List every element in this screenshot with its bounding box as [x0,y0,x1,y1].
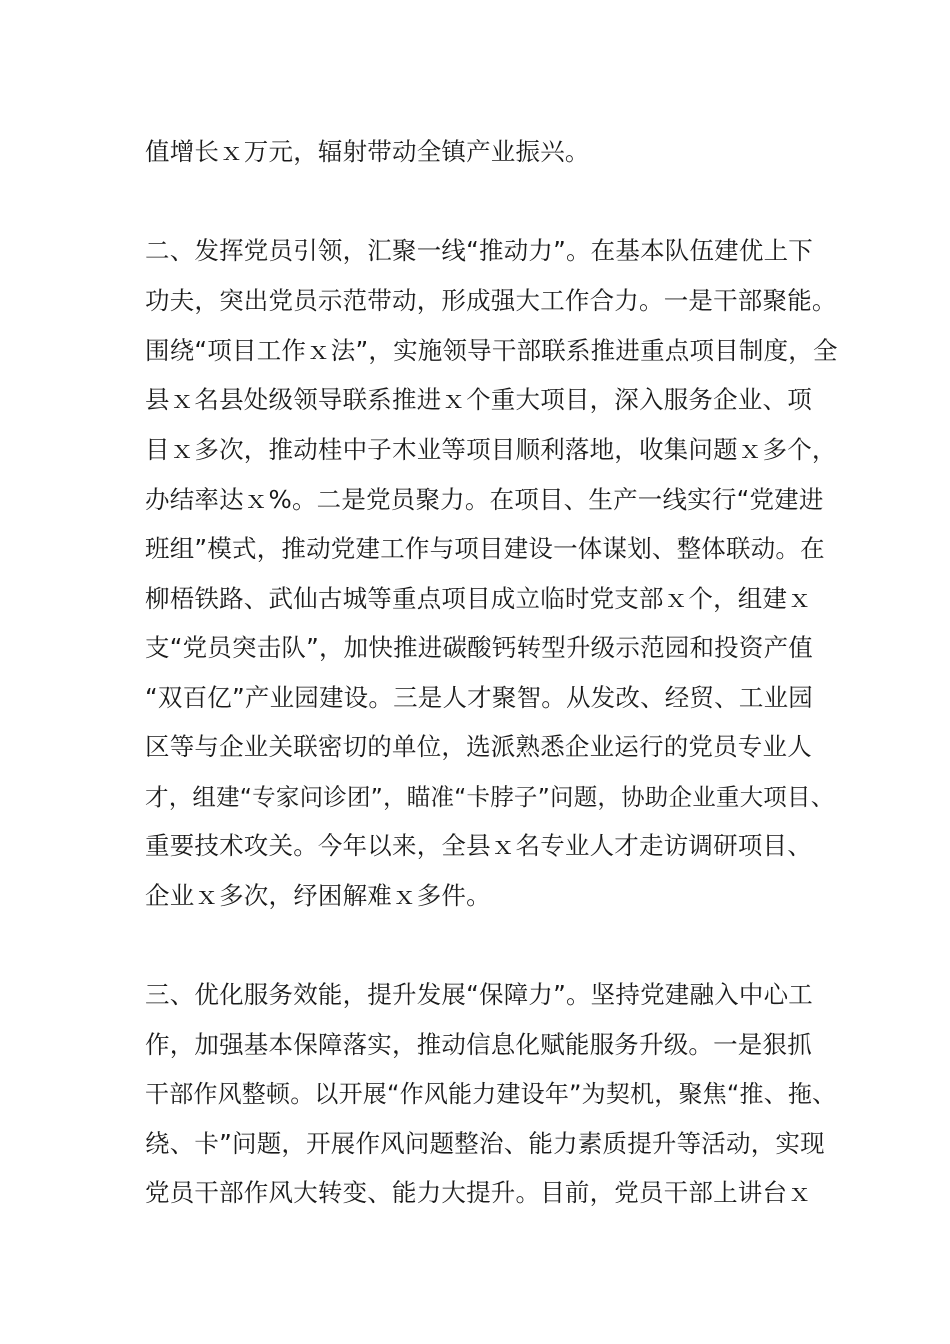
text-line: 二、发挥党员引领，汇聚一线“推动力”。在基本队伍建优上下 [145,236,813,265]
text-line: 功夫，突出党员示范带动，形成强大工作合力。一是干部聚能。 [145,286,837,315]
text-line: 党员干部作风大转变、能力大提升。目前，党员干部上讲台ｘ [145,1178,812,1207]
text-line: 柳梧铁路、武仙古城等重点项目成立临时党支部ｘ个，组建ｘ [145,584,812,613]
text-line: 三、优化服务效能，提升发展“保障力”。坚持党建融入中心工 [145,980,813,1009]
text-line: 作，加强基本保障落实，推动信息化赋能服务升级。一是狠抓 [145,1030,812,1059]
text-line: 围绕“项目工作ｘ法”，实施领导干部联系推进重点项目制度，全 [145,336,838,365]
text-line: 干部作风整顿。以开展“作风能力建设年”为契机，聚焦“推、拖、 [145,1080,837,1108]
text-line: 支“党员突击队”，加快推进碳酸钙转型升级示范园和投资产值 [145,633,813,662]
text-line: 企业ｘ多次，纾困解难ｘ多件。 [145,881,491,910]
text-line: 县ｘ名县处级领导联系推进ｘ个重大项目，深入服务企业、项 [145,385,812,414]
text-line: 区等与企业关联密切的单位，选派熟悉企业运行的党员专业人 [145,732,812,761]
text-line: 才，组建“专家问诊团”，瞄准“卡脖子”问题，协助企业重大项目、 [145,783,835,811]
text-line: 班组”模式，推动党建工作与项目建设一体谋划、整体联动。在 [145,534,825,563]
text-line: 值增长ｘ万元，辐射带动全镇产业振兴。 [145,137,590,166]
text-line: “双百亿”产业园建设。三是人才聚智。从发改、经贸、工业园 [145,683,813,712]
text-line: 重要技术攻关。今年以来，全县ｘ名专业人才走访调研项目、 [145,831,812,860]
text-line: 目ｘ多次，推动桂中子木业等项目顺利落地，收集问题ｘ多个， [145,435,837,464]
text-line: 办结率达ｘ%。二是党员聚力。在项目、生产一线实行“党建进 [145,485,824,514]
text-line: 绕、卡”问题，开展作风问题整治、能力素质提升等活动，实现 [145,1129,825,1158]
